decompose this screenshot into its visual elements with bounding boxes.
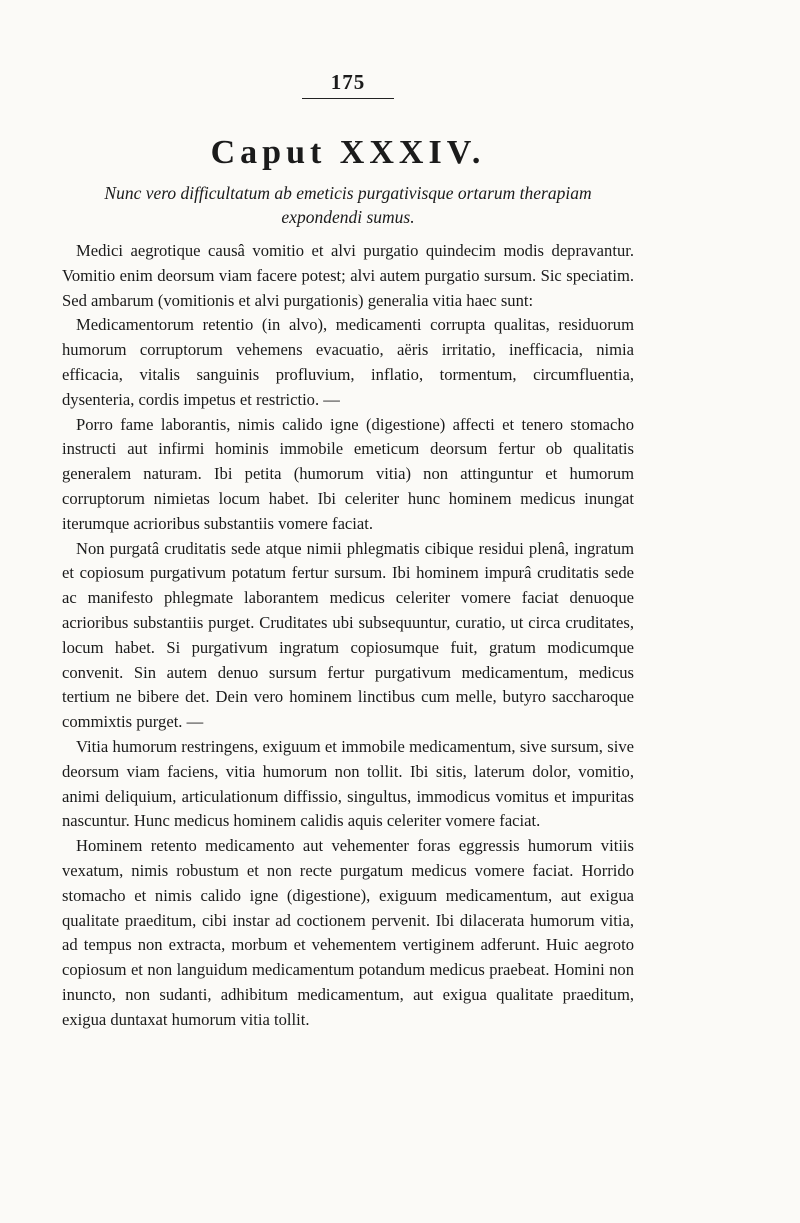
chapter-subtitle: Nunc vero difficultatum ab emeticis purgativisque ortarum therapiam expondendi sumus. [104, 183, 592, 227]
book-page [62, 70, 634, 1033]
body-text [62, 239, 634, 1033]
paragraph: Medicamentorum retentio (in alvo), medicamenti corrupta qualitas, residuorum humorum corruptorum vehemens evacuatio, aëris irritatio, inefficacia, nimia efficacia, vitalis sanguinis profluvium, inflatio, tormentum, circumfluentia, dysenteria, cordis impetus et restrictio. — [62, 315, 634, 409]
chapter-title: Caput XXXIV. [210, 134, 486, 171]
paragraph: Non purgatâ cruditatis sede atque nimii phlegmatis cibique residui plenâ, ingratum et copiosum purgativum potatum fertur sursum. Ibi hominem impurâ cruditatis sede ac manifesto phlegmate laborantem medicus celeriter vomere faciat denuoque acrioribus substantiis purget. Cruditates ubi subsequuntur, curatio, ut circa cruditates, locum habet. Si purgativum ingratum copiosumque fuit, gratum modicumque convenit. Sin autem denuo sursum fertur purgativum medicamentum, medicus tertium ne bibere det. Dein vero hominem linctibus cum melle, butyro saccharoque commixtis purget. — [62, 538, 634, 732]
paragraph: Medici aegrotique causâ vomitio et alvi purgatio quindecim modis depravantur. Vomitio enim deorsum viam facere potest; alvi autem purgatio sursum. Sic speciatim. Sed ambarum (vomitionis et alvi purgationis) generalia vitia haec sunt: [62, 241, 634, 310]
paragraph: Porro fame laborantis, nimis calido igne (digestione) affecti et tenero stomacho instructi aut infirmi hominis immobile emeticum deorsum fertur ob qualitatis generalem naturam. Ibi petita (humorum vitia) non attinguntur et humorum corruptorum nimietas locum habet. Ibi celeriter hunc hominem medicus inungat iterumque acrioribus substantiis vomere faciat. [62, 414, 634, 533]
page-number: 175 [302, 70, 394, 99]
paragraph: Vitia humorum restringens, exiguum et immobile medicamentum, sive sursum, sive deorsum viam faciens, vitia humorum non tollit. Ibi sitis, laterum dolor, vomitio, animi deliquium, articulationum diffissio, singultus, immodicus vomitus et impuritas nascuntur. Hunc medicus hominem calidis aquis celeriter vomere faciat. [62, 736, 634, 831]
paragraph: Hominem retento medicamento aut vehementer foras eggressis humorum vitiis vexatum, nimis robustum et non recte purgatum medicus vomere faciat. Horrido stomacho et nimis calido igne (digestione), exiguum medicamentum, aut exigua qualitate praeditum, cibi instar ad coctionem pervenit. Ibi dilacerata humorum vitia, ad tempus non extracta, morbum et vehementem vertiginem adferunt. Huic aegroto copiosum et non languidum medicamentum potandum medicus praebeat. Homini non inuncto, non sudanti, adhibitum medicamentum, aut exigua qualitate praeditum, exigua duntaxat humorum vitia tollit. [62, 836, 634, 1029]
